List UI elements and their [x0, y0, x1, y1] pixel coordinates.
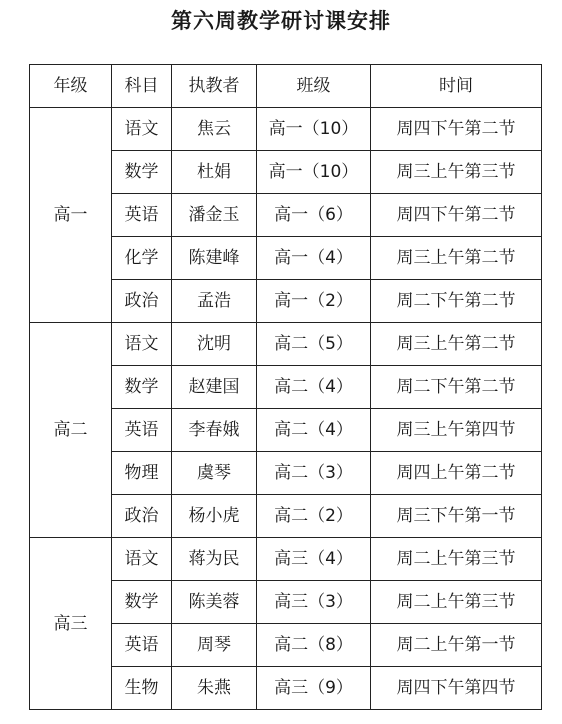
table-row: [30, 538, 542, 581]
table-row: [30, 323, 542, 366]
time-cell: 周三上午第二节: [371, 323, 542, 366]
time-cell: 周三下午第一节: [371, 495, 542, 538]
time-cell: 周四下午第二节: [371, 108, 542, 151]
teacher-cell: 虞琴: [172, 452, 257, 495]
class-cell: 高二（2）: [257, 495, 371, 538]
teacher-cell: 朱燕: [172, 667, 257, 710]
subject-cell: 英语: [112, 409, 172, 452]
teacher-cell: 陈美蓉: [172, 581, 257, 624]
subject-cell: 物理: [112, 452, 172, 495]
teacher-cell: 赵建国: [172, 366, 257, 409]
time-cell: 周二上午第三节: [371, 538, 542, 581]
subject-cell: 语文: [112, 538, 172, 581]
header-time: 时间: [371, 65, 542, 108]
class-cell: 高一（2）: [257, 280, 371, 323]
time-cell: 周三上午第三节: [371, 151, 542, 194]
time-cell: 周三上午第二节: [371, 237, 542, 280]
subject-cell: 政治: [112, 495, 172, 538]
class-cell: 高一（4）: [257, 237, 371, 280]
subject-cell: 语文: [112, 323, 172, 366]
subject-cell: 政治: [112, 280, 172, 323]
time-cell: 周四上午第二节: [371, 452, 542, 495]
teacher-cell: 杜娟: [172, 151, 257, 194]
grade-cell: 高二: [30, 323, 112, 538]
time-cell: 周二上午第一节: [371, 624, 542, 667]
time-cell: 周四下午第四节: [371, 667, 542, 710]
grade-cell: 高一: [30, 108, 112, 323]
teacher-cell: 杨小虎: [172, 495, 257, 538]
class-cell: 高二（3）: [257, 452, 371, 495]
table-row: [30, 108, 542, 151]
teacher-cell: 蒋为民: [172, 538, 257, 581]
time-cell: 周二上午第三节: [371, 581, 542, 624]
subject-cell: 数学: [112, 581, 172, 624]
time-cell: 周四下午第二节: [371, 194, 542, 237]
class-cell: 高一（6）: [257, 194, 371, 237]
teacher-cell: 孟浩: [172, 280, 257, 323]
header-grade: 年级: [30, 65, 112, 108]
header-subject: 科目: [112, 65, 172, 108]
class-cell: 高三（9）: [257, 667, 371, 710]
class-cell: 高二（5）: [257, 323, 371, 366]
class-cell: 高三（4）: [257, 538, 371, 581]
time-cell: 周二下午第二节: [371, 366, 542, 409]
subject-cell: 数学: [112, 151, 172, 194]
header-teacher: 执教者: [172, 65, 257, 108]
teacher-cell: 焦云: [172, 108, 257, 151]
teacher-cell: 李春娥: [172, 409, 257, 452]
teacher-cell: 沈明: [172, 323, 257, 366]
class-cell: 高二（4）: [257, 409, 371, 452]
time-cell: 周三上午第四节: [371, 409, 542, 452]
class-cell: 高三（3）: [257, 581, 371, 624]
teacher-cell: 潘金玉: [172, 194, 257, 237]
subject-cell: 英语: [112, 194, 172, 237]
schedule-table: [29, 64, 542, 710]
subject-cell: 生物: [112, 667, 172, 710]
subject-cell: 数学: [112, 366, 172, 409]
teacher-cell: 周琴: [172, 624, 257, 667]
page-title: 第六周教学研讨课安排: [171, 9, 391, 33]
header-class: 班级: [257, 65, 371, 108]
header-row: [30, 65, 542, 108]
teacher-cell: 陈建峰: [172, 237, 257, 280]
class-cell: 高一（10）: [257, 151, 371, 194]
subject-cell: 语文: [112, 108, 172, 151]
class-cell: 高二（4）: [257, 366, 371, 409]
subject-cell: 化学: [112, 237, 172, 280]
grade-cell: 高三: [30, 538, 112, 710]
subject-cell: 英语: [112, 624, 172, 667]
class-cell: 高二（8）: [257, 624, 371, 667]
class-cell: 高一（10）: [257, 108, 371, 151]
time-cell: 周二下午第二节: [371, 280, 542, 323]
